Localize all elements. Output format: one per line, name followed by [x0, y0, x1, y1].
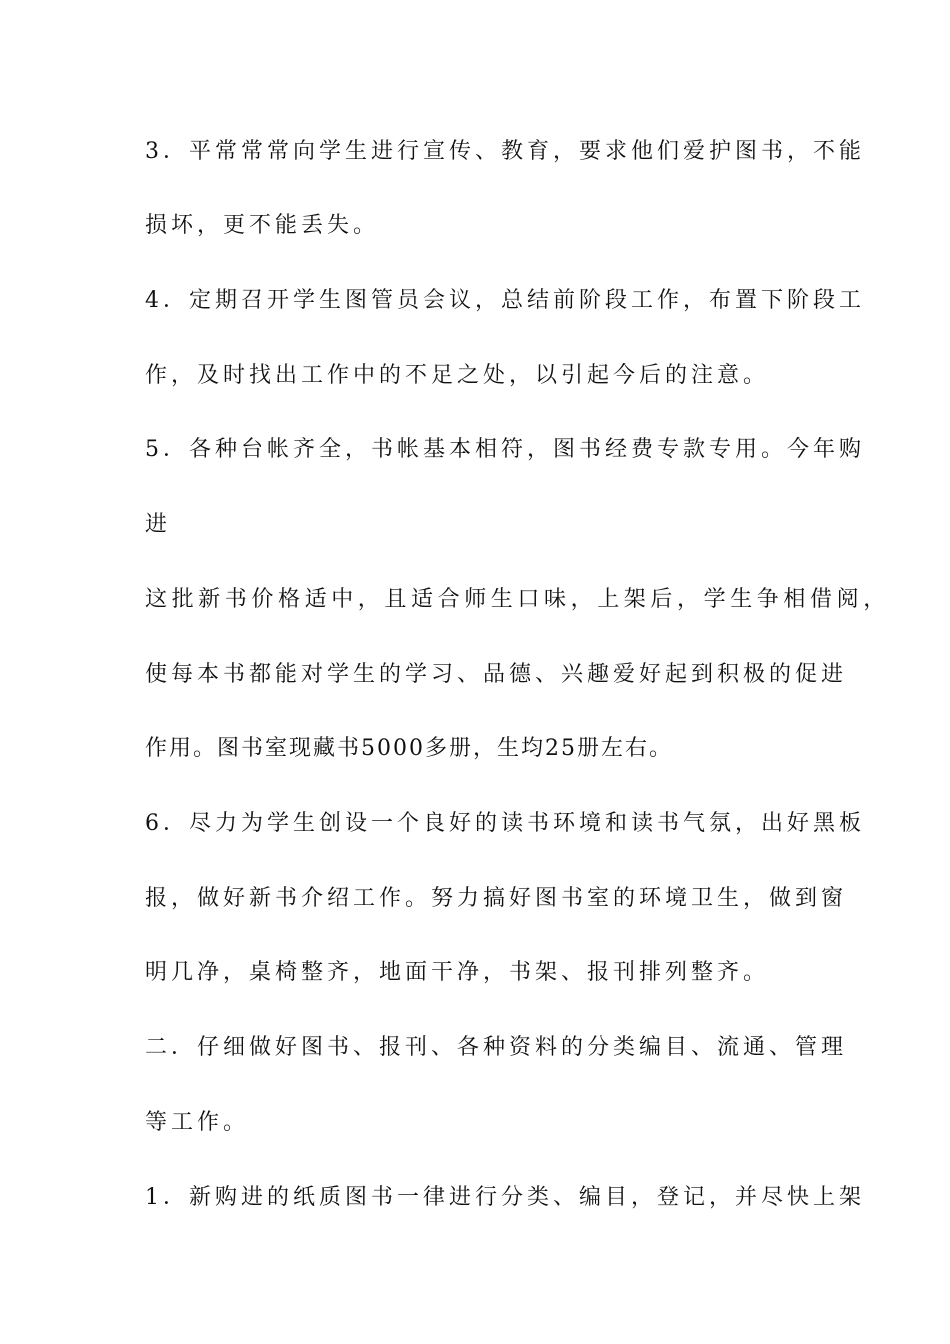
text-line: 损坏，更不能丢失。: [145, 213, 380, 238]
text-line: 等工作。: [145, 1110, 250, 1135]
text-line: 二．仔细做好图书、报刊、各种资料的分类编目、流通、管理: [145, 1035, 848, 1060]
text-line: 作，及时找出工作中的不足之处，以引起今后的注意。: [145, 363, 770, 388]
text-line: 1．新购进的纸质图书一律进行分类、编目，登记，并尽快上架: [145, 1185, 865, 1210]
text-line: 3．平常常常向学生进行宣传、教育，要求他们爱护图书，不能: [145, 139, 865, 164]
text-line: 使每本书都能对学生的学习、品德、兴趣爱好起到积极的促进: [145, 662, 848, 687]
text-line: 进: [145, 512, 172, 537]
text-line: 作用。图书室现藏书5000多册，生均25册左右。: [145, 736, 673, 761]
text-line: 报，做好新书介绍工作。努力搞好图书室的环境卫生，做到窗: [145, 886, 848, 911]
text-line: 6．尽力为学生创设一个良好的读书环境和读书气氛，出好黑板: [145, 811, 865, 836]
text-line: 5．各种台帐齐全，书帐基本相符，图书经费专款专用。今年购: [145, 437, 865, 462]
text-line: 明几净，桌椅整齐，地面干净，书架、报刊排列整齐。: [145, 960, 770, 985]
text-line: 这批新书价格适中，且适合师生口味，上架后，学生争相借阅，: [145, 587, 890, 612]
text-line: 4．定期召开学生图管员会议，总结前阶段工作，布置下阶段工: [145, 288, 865, 313]
